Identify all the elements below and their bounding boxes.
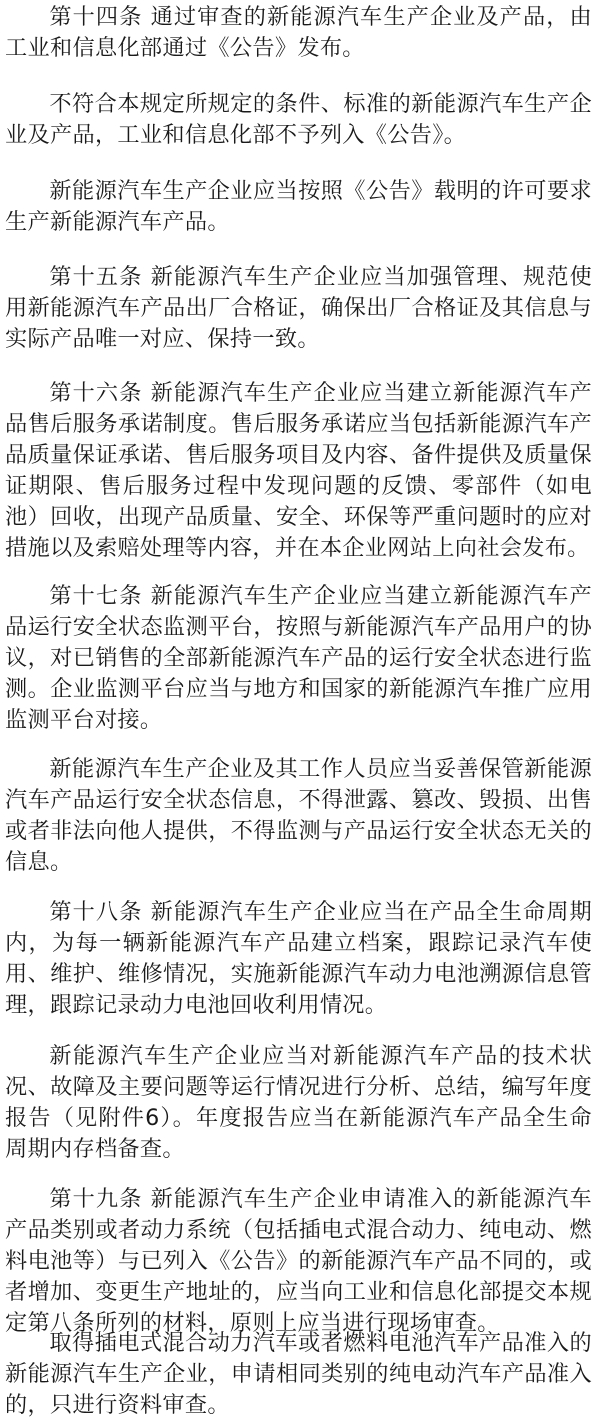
paragraph-article-19: 第十九条 新能源汽车生产企业申请准入的新能源汽车产品类别或者动力系统（包括插电式混合动力、纯电动、燃料电池等）与已列入《公告》的新能源汽车产品不同的，或者增加、变更生产地址的，应当向工业和信息化部提交本规定第八条所列的材料，原则上应当进行现场审查。 bbox=[5, 1186, 592, 1336]
paragraph-article-15: 第十五条 新能源汽车生产企业应当加强管理、规范使用新能源汽车产品出厂合格证，确保出厂合格证及其信息与实际产品唯一对应、保持一致。 bbox=[5, 264, 592, 352]
paragraph-article-18-annual-report: 新能源汽车生产企业应当对新能源汽车产品的技术状况、故障及主要问题等运行情况进行分析、总结，编写年度报告（见附件6）。年度报告应当在新能源汽车产品全生命周期内存档备查。 bbox=[5, 1043, 592, 1162]
paragraph-article-18: 第十八条 新能源汽车生产企业应当在产品全生命周期内，为每一辆新能源汽车产品建立档案，跟踪记录汽车使用、维护、维修情况，实施新能源汽车动力电池溯源信息管理，跟踪记录动力电池回收利用情况。 bbox=[5, 899, 592, 1018]
paragraph-article-14: 第十四条 通过审查的新能源汽车生产企业及产品，由工业和信息化部通过《公告》发布。 bbox=[5, 4, 592, 61]
paragraph-article-16: 第十六条 新能源汽车生产企业应当建立新能源汽车产品售后服务承诺制度。售后服务承诺应当包括新能源汽车产品质量保证承诺、售后服务项目及内容、备件提供及质量保证期限、售后服务过程中发现问题的反馈、零部件（如电池）回收，出现产品质量、安全、环保等严重问题时的应对措施以及索赔处理等内容，并在本企业网站上向社会发布。 bbox=[5, 380, 592, 561]
paragraph-article-17-data-security: 新能源汽车生产企业及其工作人员应当妥善保管新能源汽车产品运行安全状态信息，不得泄露、篡改、毁损、出售或者非法向他人提供，不得监测与产品运行安全状态无关的信息。 bbox=[5, 756, 592, 875]
paragraph-article-14-production: 新能源汽车生产企业应当按照《公告》载明的许可要求生产新能源汽车产品。 bbox=[5, 178, 592, 235]
paragraph-article-17: 第十七条 新能源汽车生产企业应当建立新能源汽车产品运行安全状态监测平台，按照与新能源汽车产品用户的协议，对已销售的全部新能源汽车产品的运行安全状态进行监测。企业监测平台应当与地方和国家的新能源汽车推广应用监测平台对接。 bbox=[5, 583, 592, 733]
paragraph-article-19-document-review: 取得插电式混合动力汽车或者燃料电池汽车产品准入的新能源汽车生产企业，申请相同类别的纯电动汽车产品准入的，只进行资料审查。 bbox=[5, 1330, 592, 1418]
paragraph-article-14-noncompliance: 不符合本规定所规定的条件、标准的新能源汽车生产企业及产品，工业和信息化部不予列入《公告》。 bbox=[5, 91, 592, 148]
